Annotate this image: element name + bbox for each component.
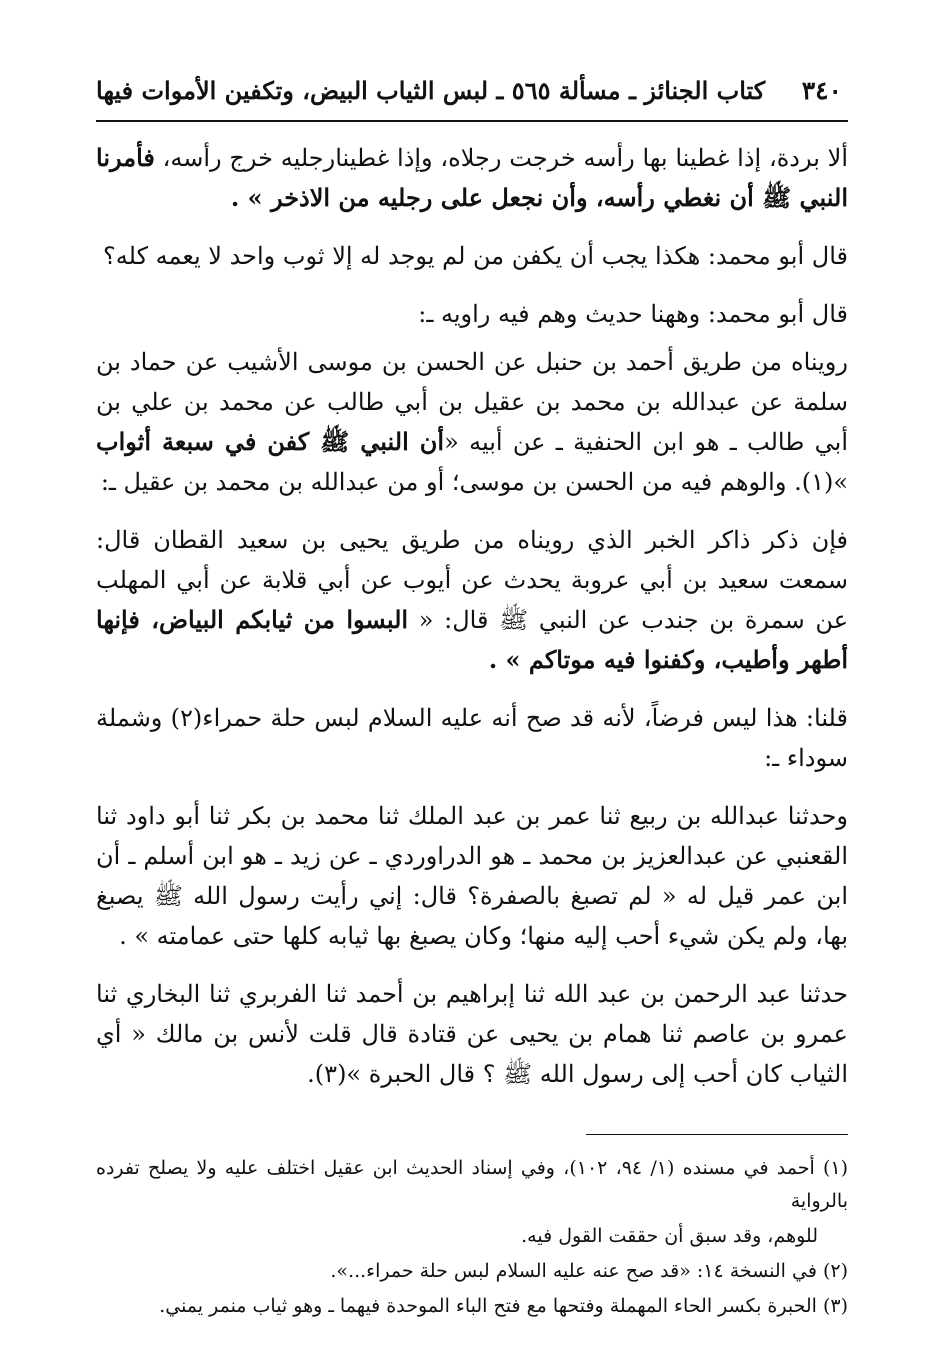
paragraph-2: قال أبو محمد: هكذا يجب أن يكفن من لم يوجد له إلا ثوب واحد لا يعمه كله؟: [103, 242, 848, 270]
page-number: ٣٤٠: [801, 76, 842, 105]
paragraph-4-text-b: »(١). والوهم فيه من الحسن بن موسى؛ أو من عبدالله بن محمد بن عقيل ـ:: [100, 468, 848, 496]
paragraph-5-bold-hadith: البسوا من ثيابكم البياض، فإنها أطهر وأطيب، وكفنوا فيه موتاكم: [96, 605, 848, 674]
paragraph-1: [96, 138, 848, 218]
running-title: كتاب الجنائز ـ مسألة ٥٦٥ ـ لبس الثياب البيض، وتكفين الأموات فيها: [96, 76, 766, 105]
footnote-1-continuation: للوهم، وقد سبق أن حققت القول فيه.: [521, 1225, 818, 1247]
paragraph-5: [96, 520, 848, 680]
paragraph-4-bold-hadith: أن النبي ﷺ كفن في سبعة أثواب: [96, 427, 445, 456]
paragraph-5-text-b: » .: [488, 645, 529, 674]
footnotes: [96, 1152, 848, 1325]
paragraph-4: [96, 342, 848, 502]
paragraph-1-bold-hadith: فأمرنا النبي ﷺ أن نغطي رأسه، وأن نجعل على رجليه من الاذخر » .: [96, 143, 848, 212]
footnote-1: (١) أحمد في مسنده (١/ ٩٤، ١٠٢)، وفي إسناد الحديث ابن عقيل اختلف عليه ولا يصلح تفرده بالرواية: [96, 1157, 849, 1212]
paragraph-3: قال أبو محمد: وههنا حديث وهم فيه راويه ـ:: [418, 300, 848, 328]
paragraph-4-text-a: رويناه من طريق أحمد بن حنبل عن الحسن بن موسى الأشيب عن حماد بن سلمة عن عبدالله بن محمد بن عقيل بن أبي طالب عن محمد بن علي بن أبي طالب ـ هو ابن الحنفية ـ عن أبيه «: [96, 348, 848, 456]
paragraph-1-text: ألا بردة، إذا غطينا بها رأسه خرجت رجلاه، وإذا غطينارجليه خرج رأسه،: [154, 144, 848, 172]
page-header: [96, 72, 848, 122]
footnote-divider: [586, 1134, 848, 1135]
footnote-2: (٢) في النسخة ١٤: «قد صح عنه عليه السلام لبس حلة حمراء...».: [330, 1260, 848, 1282]
paragraph-7: وحدثنا عبدالله بن ربيع ثنا عمر بن عبد الملك ثنا محمد بن بكر ثنا أبو داود ثنا القعنبي عن عبدالعزيز بن محمد ـ هو الدراوردي ـ عن زيد ـ هو ابن أسلم ـ أن ابن عمر قيل له « لم تصبغ بالصفرة؟ قال: إني رأيت رسول الله ﷺ يصبغ بها، ولم يكن شيء أحب إليه منها؛ وكان يصبغ بها ثيابه كلها حتى عمامته » .: [96, 802, 848, 950]
paragraph-5-text-a: فإن ذكر ذاكر الخبر الذي رويناه من طريق يحيى بن سعيد القطان قال: سمعت سعيد بن أبي عروبة يحدث عن أيوب عن أبي قلابة عن أبي المهلب عن سمرة بن جندب عن النبي ﷺ قال: «: [96, 526, 849, 634]
main-text: [96, 138, 848, 1112]
footnote-3: (٣) الحبرة بكسر الحاء المهملة وفتحها مع فتح الباء الموحدة فيهما ـ وهو ثياب منمر يمني.: [159, 1295, 848, 1317]
paragraph-6: قلنا: هذا ليس فرضاً، لأنه قد صح أنه عليه السلام لبس حلة حمراء(٢) وشملة سوداء ـ:: [96, 704, 848, 772]
paragraph-8: حدثنا عبد الرحمن بن عبد الله ثنا إبراهيم بن أحمد ثنا الفربري ثنا البخاري ثنا عمرو بن عاصم ثنا همام بن يحيى عن قتادة قال قلت لأنس بن مالك « أي الثياب كان أحب إلى رسول الله ﷺ ؟ قال الحبرة »(٣).: [96, 980, 848, 1088]
